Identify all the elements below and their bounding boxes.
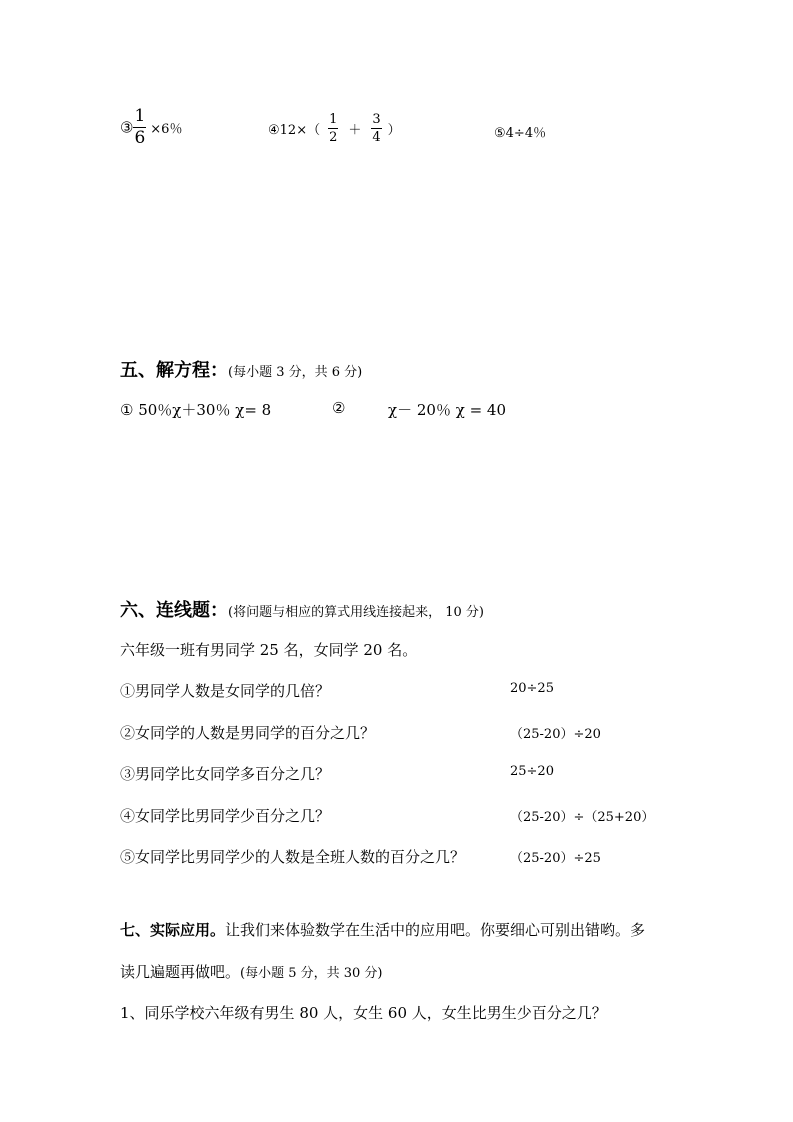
problem-4-prefix: ④12×（ (268, 123, 321, 138)
matching-question: ③男同学比女同学多百分之几？ (120, 765, 331, 783)
equation-2: χ－ 20％ χ = 40 (388, 401, 506, 419)
matching-formula: （25-20）÷（25+20） (510, 810, 655, 825)
section-7-line-2 (120, 961, 383, 982)
section-5-title: 五、解方程： (120, 360, 228, 381)
section-5-note: (每小题 3 分，共 6 分) (228, 365, 363, 380)
fraction-one-sixth: $\frac{1}{6}$ (134, 106, 146, 148)
matching-formula: （25-20）÷25 (510, 851, 601, 866)
matching-formula: 25÷20 (510, 764, 554, 779)
equation-2-number: ② (332, 399, 346, 417)
section-7-note: (每小题 5 分，共 30 分) (240, 966, 383, 981)
section-6-intro: 六年级一班有男同学 25 名，女同学 20 名。 (120, 641, 418, 659)
plus-sign: ＋ (348, 123, 362, 138)
problem-4-suffix: ） (387, 123, 401, 138)
problem-3-number: ③ (120, 118, 134, 137)
fraction-three-quarters: $\frac{3}{4}$ (372, 112, 381, 145)
problem-5: ⑤4÷4％ (494, 126, 547, 141)
problem-4 (268, 113, 401, 144)
matching-question: ⑤女同学比男同学少的人数是全班人数的百分之几？ (120, 848, 466, 866)
matching-formula: （25-20）÷20 (510, 727, 601, 742)
fraction-one-half: $\frac{1}{2}$ (329, 112, 338, 145)
equation-1: ① 50％χ＋30％ χ= 8 (120, 401, 272, 419)
word-problem-1: 1、同乐学校六年级有男生 80 人，女生 60 人，女生比男生少百分之几？ (120, 1004, 607, 1022)
section-7-text-1: 让我们来体验数学在生活中的应用吧。你要细心可别出错哟。多 (225, 921, 646, 939)
matching-formula: 20÷25 (510, 681, 554, 696)
section-7-title: 七、实际应用。 (120, 921, 226, 939)
matching-question: ②女同学的人数是男同学的百分之几？ (120, 724, 376, 742)
problem-3-rest: ×6％ (150, 122, 183, 137)
section-7-line-1 (120, 919, 645, 940)
section-6-note: (将问题与相应的算式用线连接起来， 10 分) (228, 605, 484, 620)
problem-3 (120, 108, 182, 147)
section-6-heading (120, 596, 484, 622)
section-6-title: 六、连线题： (120, 600, 228, 621)
section-7-text-2: 读几遍题再做吧。 (120, 963, 241, 981)
matching-question: ①男同学人数是女同学的几倍？ (120, 682, 331, 700)
matching-question: ④女同学比男同学少百分之几？ (120, 807, 331, 825)
section-5-heading (120, 356, 362, 382)
